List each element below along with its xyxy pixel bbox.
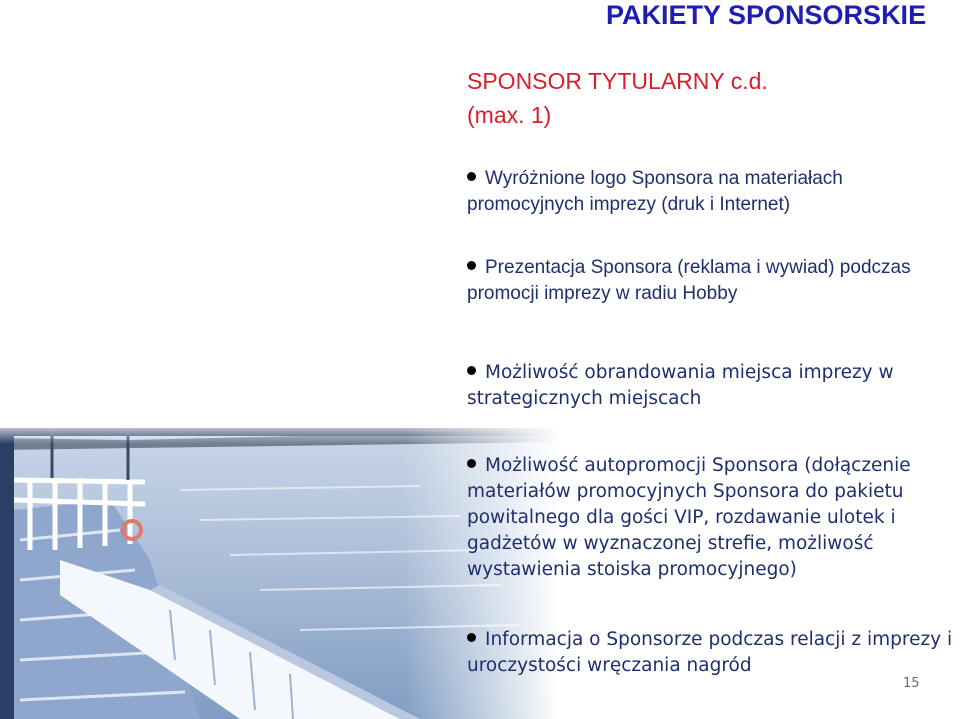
bullet-text-1: Wyróżnione logo Sponsora na materiałach promocyjnych imprezy (druk i Internet) (467, 168, 843, 215)
bullet-item-5 (467, 627, 957, 679)
bullet-dot-icon (467, 261, 476, 270)
bullet-dot-icon (467, 459, 476, 468)
bullet-item-3 (467, 360, 957, 412)
slide-subtitle (467, 64, 768, 132)
bullet-text-3: Możliwość obrandowania miejsca imprezy w strategicznych miejscach (467, 362, 894, 409)
bullet-text-2: Prezentacja Sponsora (reklama i wywiad) podczas promocji imprezy w radiu Hobby (467, 257, 911, 304)
bullet-dot-icon (467, 633, 476, 642)
bullet-dot-icon (467, 172, 476, 181)
bullet-item-1 (467, 166, 957, 218)
bullet-dot-icon (467, 366, 476, 375)
bullet-text-5: Informacja o Sponsorze podczas relacji z imprezy i uroczystości wręczania nagród (467, 629, 953, 676)
subtitle-line-1: SPONSOR TYTULARNY c.d. (467, 68, 768, 94)
bullet-item-2 (467, 255, 957, 307)
subtitle-line-2: (max. 1) (467, 102, 552, 128)
slide-title: PAKIETY SPONSORSKIE (606, 0, 927, 30)
bullet-item-4 (467, 453, 957, 583)
bullet-text-4: Możliwość autopromocji Sponsora (dołączenie materiałów promocyjnych Sponsora do pakietu powitalnego dla gości VIP, rozdawanie ulotek i gadżetów w wyznaczonej strefie, możliwość wystawienia stoiska promocyjnego) (467, 455, 911, 580)
page-number: 15 (903, 676, 920, 691)
